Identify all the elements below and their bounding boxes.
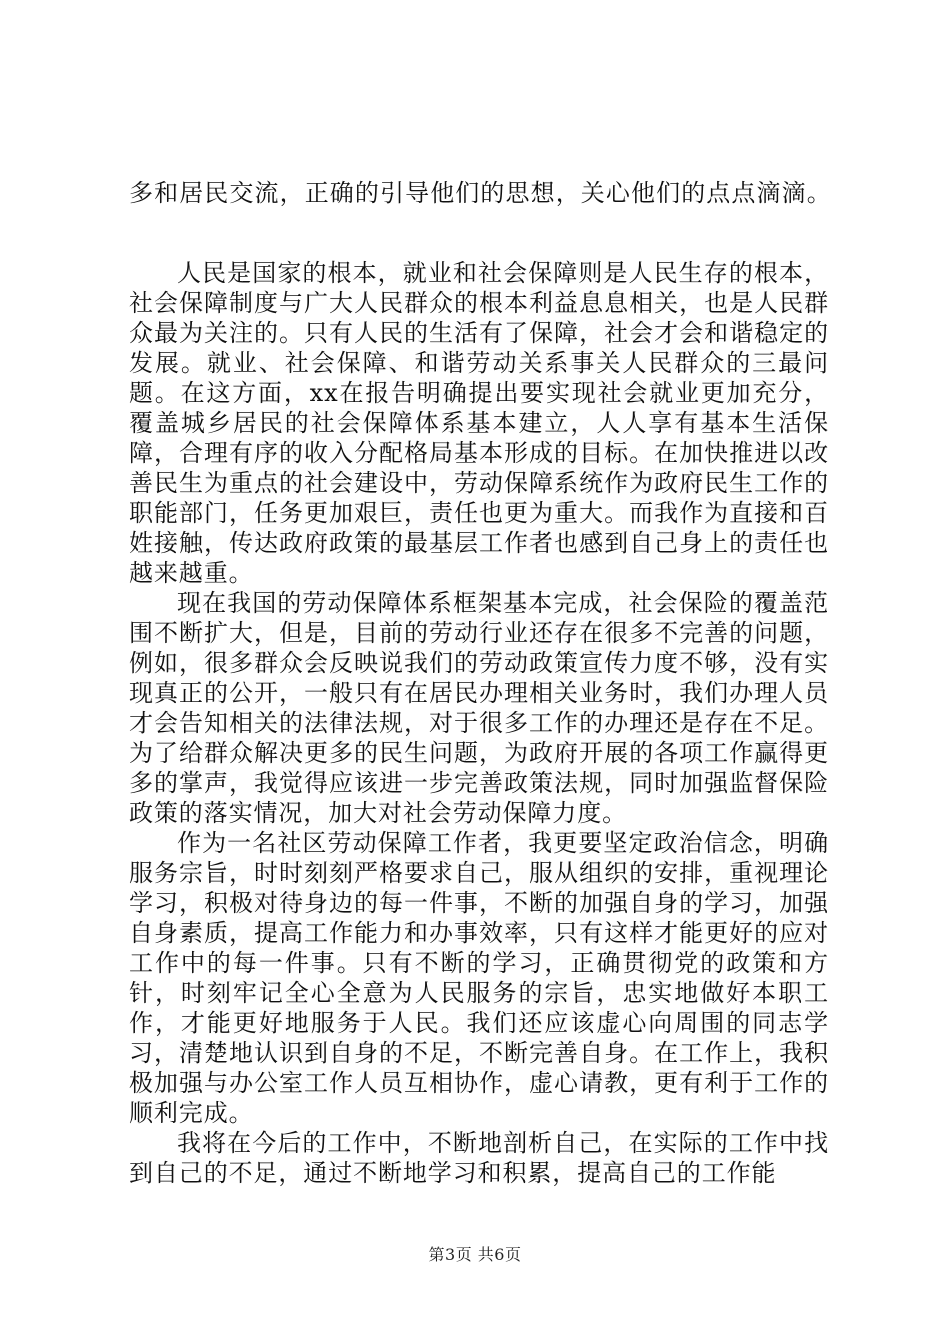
page-number-label: 第3页 共6页 — [428, 1245, 522, 1264]
continued-text-block — [129, 178, 849, 208]
paragraph-people-social-security: 人民是国家的根本，就业和社会保障则是人民生存的根本，社会保障制度与广大人民群众的根本利益息息相关，也是人民群众最为关注的。只有人民的生活有了保障，社会才会和谐稳定的发展。就业、社会保障、和谐劳动关系事关人民群众的三最问题。在这方面，xx在报告明确提出要实现社会就业更加充分，覆盖城乡居民的社会保障体系基本建立，人人享有基本生活保障，合理有序的收入分配格局基本形成的目标。在加快推进以改善民生为重点的社会建设中，劳动保障系统作为政府民生工作的职能部门，任务更加艰巨，责任也更为重大。而我作为直接和百姓接触，传达政府政策的最基层工作者也感到自己身上的责任也越来越重。 — [129, 259, 829, 587]
page-footer — [0, 1245, 950, 1265]
paragraph-future-work: 我将在今后的工作中，不断地剖析自己，在实际的工作中找到自己的不足，通过不断地学习和积累，提高自己的工作能 — [129, 1129, 829, 1187]
continued-paragraph: 多和居民交流，正确的引导他们的思想，关心他们的点点滴滴。 — [129, 179, 832, 207]
paragraph-labor-system-issues: 现在我国的劳动保障体系框架基本完成，社会保险的覆盖范围不断扩大，但是，目前的劳动行业还存在很多不完善的问题，例如，很多群众会反映说我们的劳动政策宣传力度不够，没有实现真正的公开，一般只有在居民办理相关业务时，我们办理人员才会告知相关的法律法规，对于很多工作的办理还是存在不足。为了给群众解决更多的民生问题，为政府开展的各项工作赢得更多的掌声，我觉得应该进一步完善政策法规，同时加强监督保险政策的落实情况，加大对社会劳动保障力度。 — [129, 589, 829, 827]
paragraph-community-worker-duty: 作为一名社区劳动保障工作者，我更要坚定政治信念，明确服务宗旨，时时刻刻严格要求自己，服从组织的安排，重视理论学习，积极对待身边的每一件事，不断的加强自身的学习，加强自身素质，提高工作能力和办事效率，只有这样才能更好的应对工作中的每一件事。只有不断的学习，正确贯彻党的政策和方针，时刻牢记全心全意为人民服务的宗旨，忠实地做好本职工作，才能更好地服务于人民。我们还应该虚心向周围的同志学习，清楚地认识到自身的不足，不断完善自身。在工作上，我积极加强与办公室工作人员互相协作，虚心请教，更有利于工作的顺利完成。 — [129, 829, 829, 1127]
body-text-block — [129, 258, 829, 1188]
